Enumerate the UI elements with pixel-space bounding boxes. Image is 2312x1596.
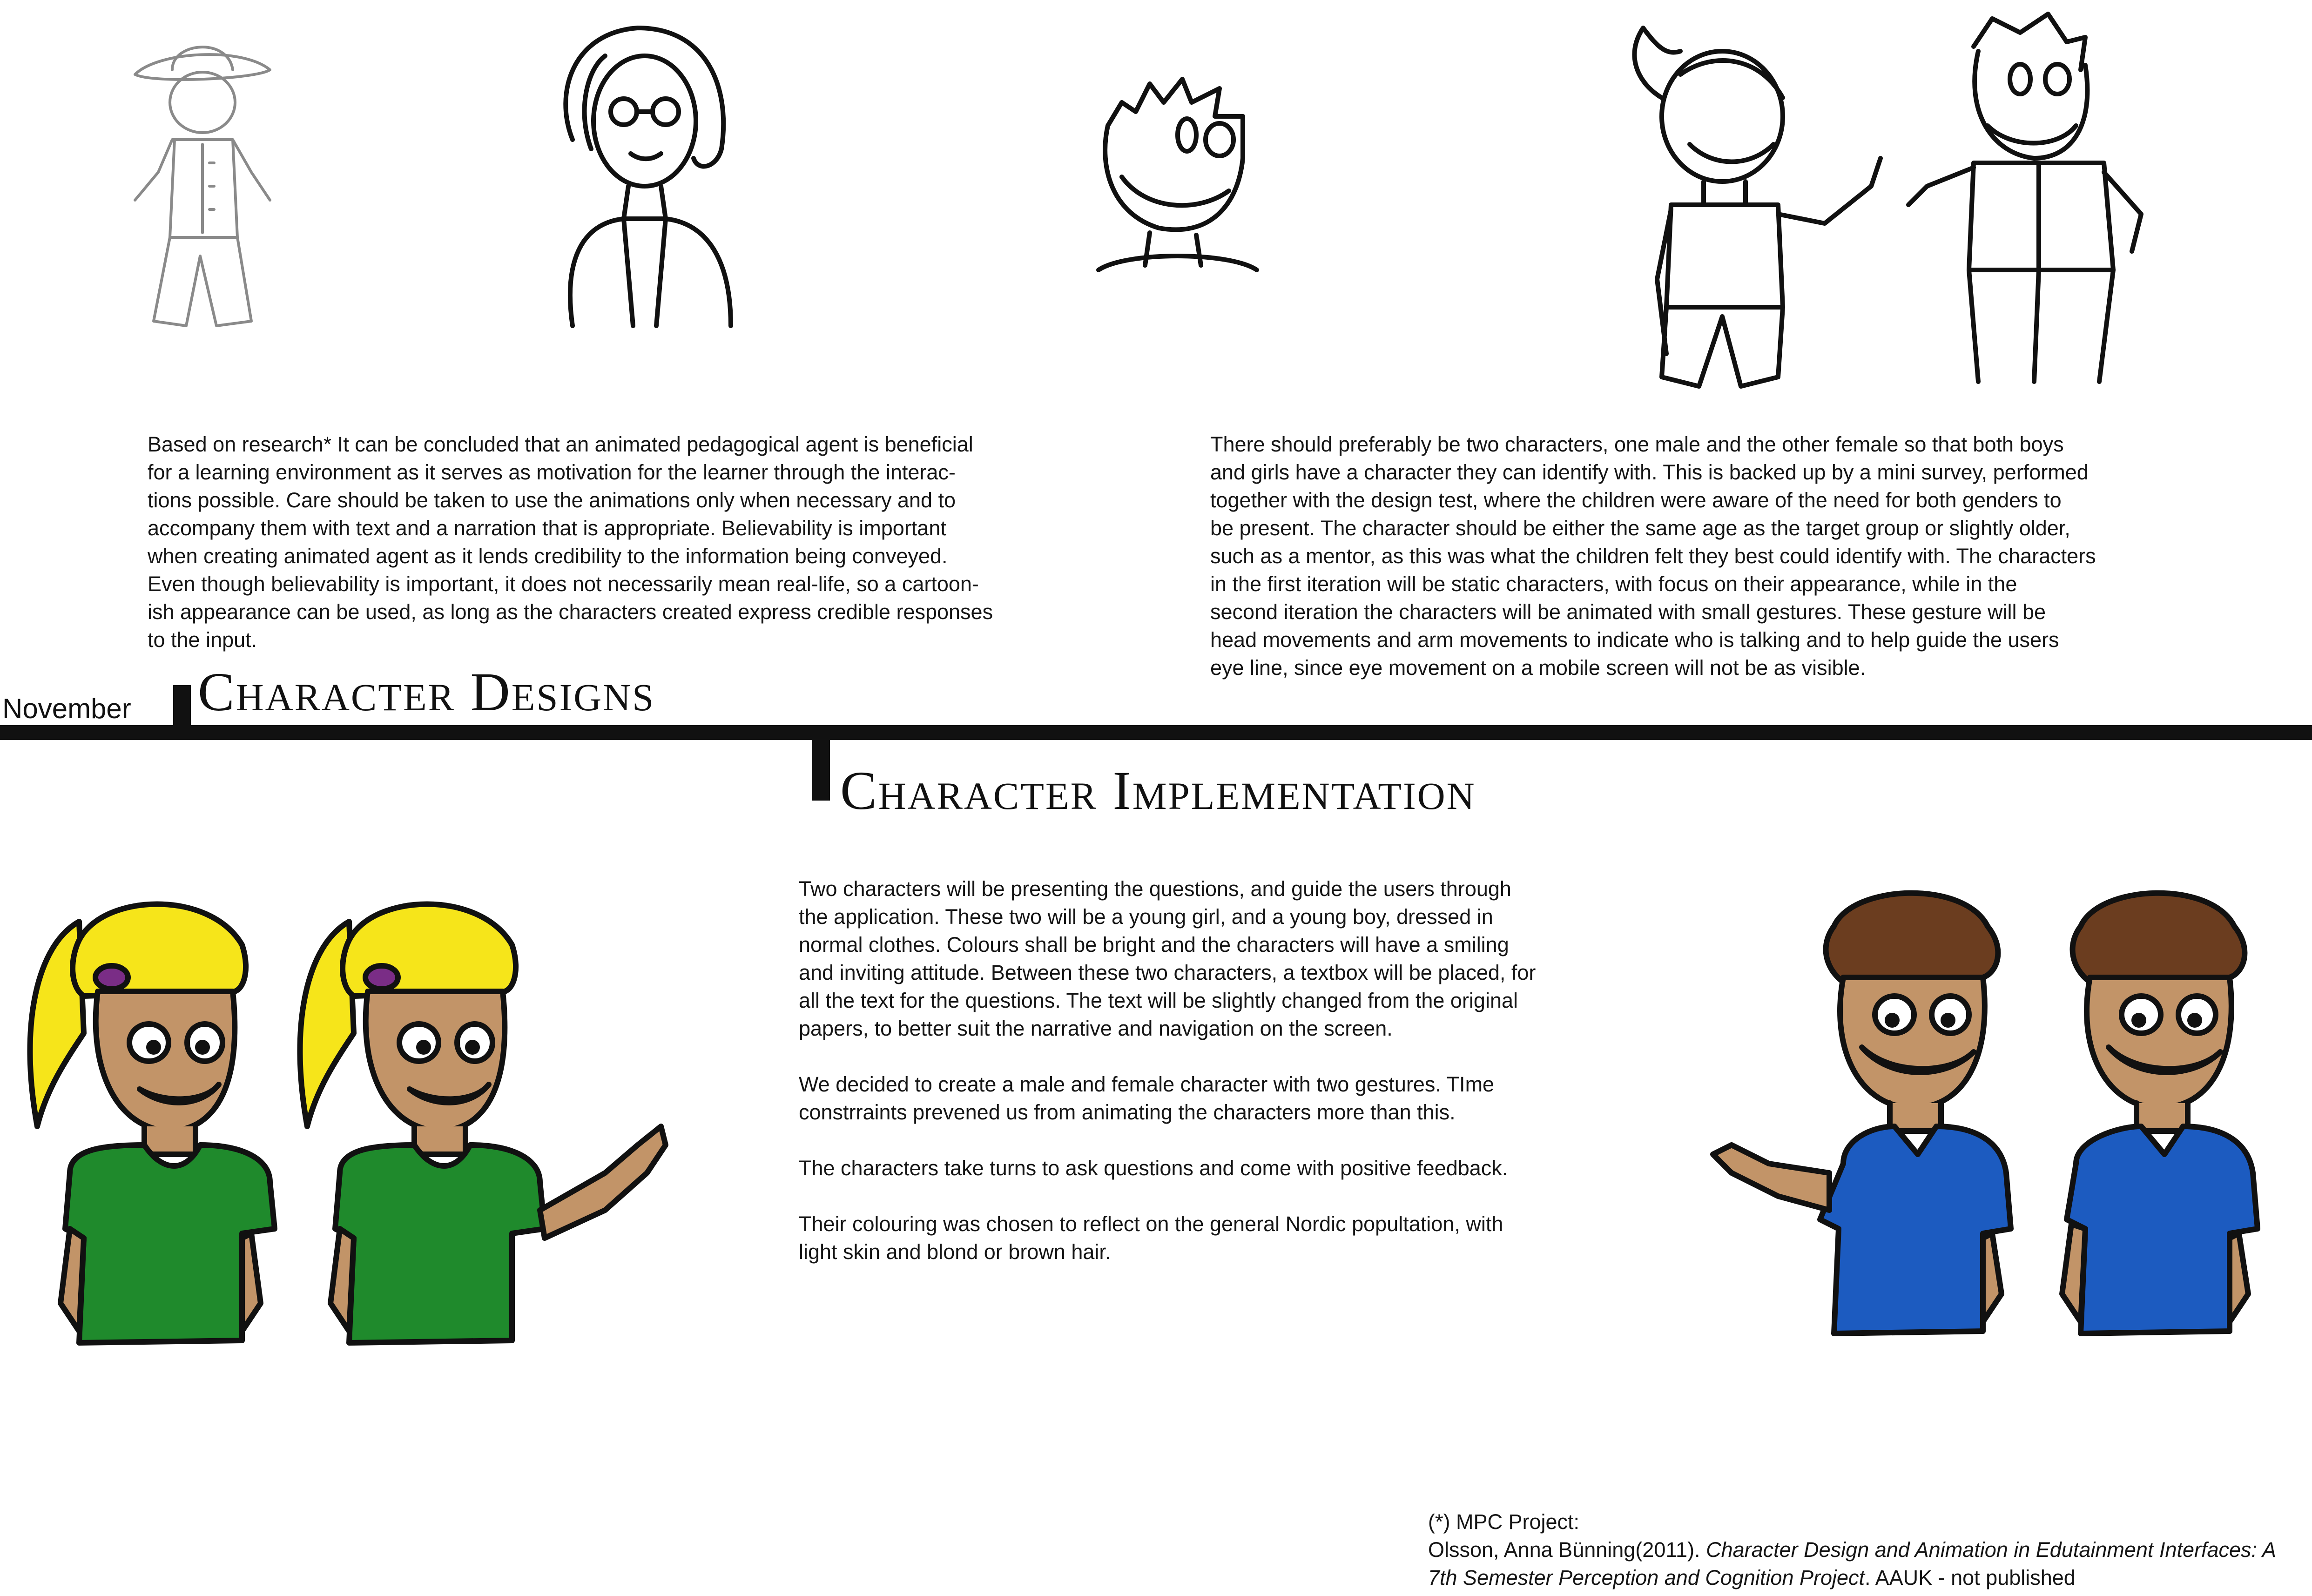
design-text-right: There should preferably be two characters, one male and the other female so that both boys and girls have a character they can identify with. This is backed up by a mini survey, performed together with the design test, where the children were aware of the need for both genders to be present. The character should be either the same age as the target group or slightly older, such as a mentor, as this was what the children felt they best could identify with. The characters in the first iteration will be static characters, with focus on their appearance, while in the second iteration the characters will be animated with small gestures. These gesture will be head movements and arm movements to indicate who is talking and to help guide the users eye line, since eye movement on a mobile screen will not be as visible.: [1210, 432, 2096, 680]
implementation-text: Two characters will be presenting the questions, and guide the users through the application. These two will be a young girl, and a young boy, dressed in normal clothes. Colours shall be bright and the characters will have a smiling and inviting attitude. Between these two characters, a textbox will be placed, for all the text for the questions. The text will be slightly changed from the original papers, to better suit the narrative and navigation on the screen. We decided to create a male and female character with two gestures. TIme constrraints prevened us from animating the characters more than this. The characters take turns to ask questions and come with positive feedback. Their colouring was chosen to reflect on the general Nordic popultation, with light skin and blond or brown hair.: [799, 877, 1536, 1264]
sketch-woman-glasses: [545, 19, 749, 335]
reference-citation: [1428, 1536, 2294, 1592]
reference-authors: Olsson, Anna Bünning(2011).: [1428, 1538, 1706, 1562]
section-title-character-implementation: Character Implementation: [840, 760, 1476, 821]
timeline-line: [0, 725, 2312, 740]
girl-character-idle: [9, 884, 307, 1359]
reference-note: [1428, 1508, 2294, 1592]
sketch-boy-full: [1899, 9, 2160, 386]
boy-character-idle: [2020, 875, 2312, 1350]
section-title-character-designs: Character Designs: [198, 661, 655, 722]
reference-suffix: . AAUK - not published: [1865, 1566, 2076, 1589]
sketch-boy-head: [1089, 74, 1266, 279]
month-label: November: [2, 693, 131, 724]
girl-character-gesture: [279, 884, 680, 1359]
reference-title: Character Design and Animation in Edutainment Interfaces: A 7th Semester Perception and Cognition Project: [1428, 1538, 2276, 1589]
design-text-left: Based on research* It can be concluded that an animated pedagogical agent is beneficial for a learning environment as it serves as motivation for the learner through the interac- tions possible. Care should be taken to use the animations only when necessary and to accompany them with text and a narration that is appropriate. Believability is important when creating animated agent as it lends credibility to the information being conveyed. Even though believability is important, it does not necessarily mean real-life, so a cartoon- ish appearance can be used, as long as the characters created express credible responses to the input.: [148, 432, 993, 652]
sketch-girl-full: [1611, 19, 1936, 410]
sketch-cowboy: [116, 23, 293, 349]
implementation-marker: [812, 735, 830, 801]
reference-label: (*) MPC Project:: [1428, 1510, 1580, 1534]
